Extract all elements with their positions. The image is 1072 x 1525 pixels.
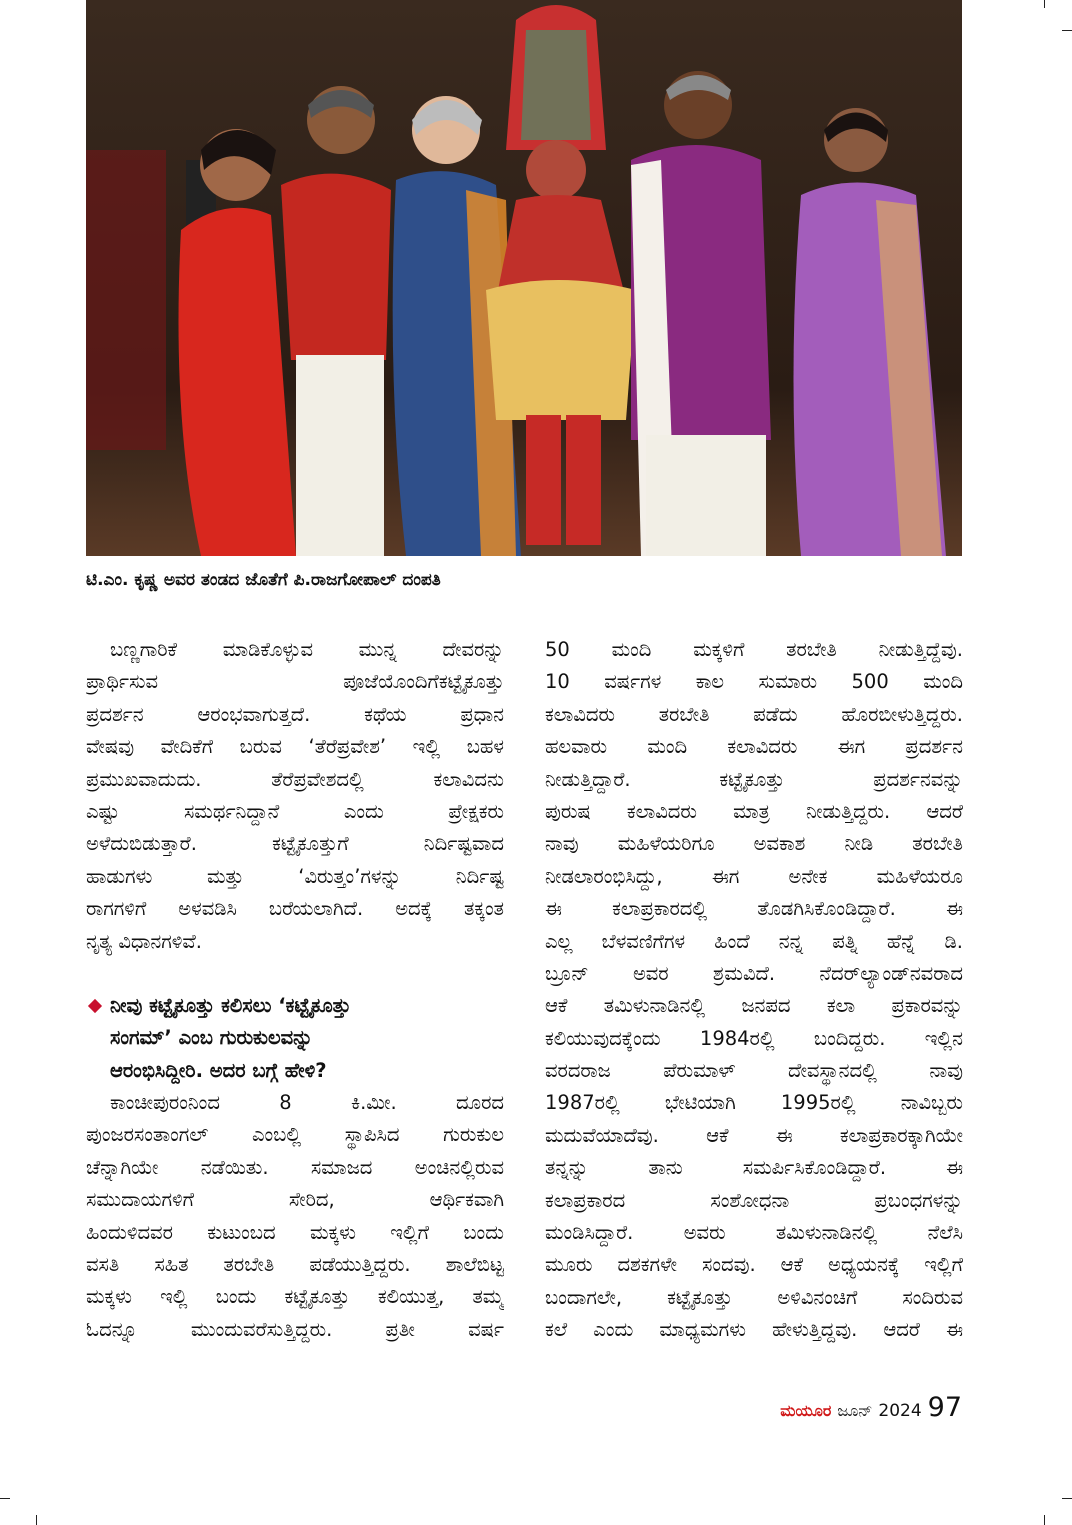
- text-line: ಪ್ರಮುಖವಾದುದು. ತೆರೆಪ್ರವೇಶದಲ್ಲಿ ಕಲಾವಿದನು: [86, 767, 504, 791]
- text-line: ಅಳೆದುಬಿಡುತ್ತಾರೆ. ಕಟ್ಟೈಕೂತ್ತುಗೆ ನಿರ್ದಿಷ್ಟವಾದ: [86, 832, 504, 856]
- crop-mark: [1044, 0, 1045, 8]
- text-line: 50 ಮಂದಿ ಮಕ್ಕಳಿಗೆ ತರಬೇತಿ ನೀಡುತ್ತಿದ್ದೆವು.: [545, 638, 963, 661]
- text-line: ಹಾಡುಗಳು ಮತ್ತು ‘ವಿರುತ್ತಂ’ಗಳನ್ನು ನಿರ್ದಿಷ್ಟ: [86, 864, 504, 888]
- interview-question: [86, 990, 504, 1087]
- crop-mark: [1062, 30, 1072, 31]
- text-line: ಪುರುಷ ಕಲಾವಿದರು ಮಾತ್ರ ನೀಡುತ್ತಿದ್ದರು. ಆದರೆ: [545, 799, 963, 823]
- question-line: ಆರಂಭಿಸಿದ್ದೀರಿ. ಅದರ ಬಗ್ಗೆ ಹೇಳಿ?: [110, 1058, 327, 1082]
- text-line: ಚೆನ್ನಾಗಿಯೇ ನಡೆಯಿತು. ಸಮಾಜದ ಅಂಚಿನಲ್ಲಿರುವ: [86, 1155, 504, 1179]
- crop-mark: [36, 1515, 37, 1525]
- text-line: ಮಕ್ಕಳು ಇಲ್ಲಿ ಬಂದು ಕಟ್ಟೈಕೂತ್ತು ಕಲಿಯುತ್ತ, ತಮ್ಮ: [86, 1285, 504, 1309]
- text-line: ಬಣ್ಣಗಾರಿಕೆ ಮಾಡಿಕೊಳ್ಳುವ ಮುನ್ನ ದೇವರನ್ನು: [110, 638, 504, 661]
- paragraph: [86, 634, 504, 958]
- text-line: 1987ರಲ್ಲಿ ಭೇಟಿಯಾಗಿ 1995ರಲ್ಲಿ ನಾವಿಬ್ಬರು: [545, 1091, 963, 1115]
- diamond-bullet-icon: [88, 999, 102, 1013]
- issue-year: 2024: [878, 1401, 922, 1421]
- crop-mark: [0, 1498, 10, 1499]
- page-number: 97: [927, 1392, 962, 1423]
- text-line: ನೀಡಲಾರಂಭಿಸಿದ್ದು, ಈಗ ಅನೇಕ ಮಹಿಳೆಯರೂ: [545, 864, 963, 888]
- group-photo: [86, 0, 962, 556]
- text-line: ಸಮುದಾಯಗಳಿಗೆ ಸೇರಿದ, ಆರ್ಥಿಕವಾಗಿ: [86, 1188, 504, 1212]
- page-footer: [780, 1392, 962, 1423]
- text-line: ಎಲ್ಲ ಬೆಳವಣಿಗೆಗಳ ಹಿಂದೆ ನನ್ನ ಪತ್ನಿ ಹೆನ್ನೆ ಡಿ.: [545, 929, 963, 953]
- text-line: ನೀಡುತ್ತಿದ್ದಾರೆ. ಕಟ್ಟೈಕೂತ್ತು ಪ್ರದರ್ಶನವನ್ನು: [545, 767, 963, 791]
- text-line: ನಾವು ಮಹಿಳೆಯರಿಗೂ ಅವಕಾಶ ನೀಡಿ ತರಬೇತಿ: [545, 832, 963, 856]
- text-line: ಈ ಕಲಾಪ್ರಕಾರದಲ್ಲಿ ತೊಡಗಿಸಿಕೊಂಡಿದ್ದಾರೆ. ಈ: [545, 897, 963, 921]
- text-line: ಕಾಂಚೀಪುರಂನಿಂದ 8 ಕಿ.ಮೀ. ದೂರದ: [110, 1091, 504, 1115]
- issue-month: ಜೂನ್: [837, 1401, 873, 1420]
- group-photo-illustration: [86, 0, 962, 556]
- left-column: [86, 634, 504, 1346]
- right-column: [545, 634, 963, 1347]
- text-line: ಮದುವೆಯಾದೆವು. ಆಕೆ ಈ ಕಲಾಪ್ರಕಾರಕ್ಕಾಗಿಯೇ: [545, 1123, 963, 1147]
- text-line: ಕಲಿಯುವುದಕ್ಕೆಂದು 1984ರಲ್ಲಿ ಬಂದಿದ್ದರು. ಇಲ್ಲಿನ: [545, 1026, 963, 1050]
- photo-caption: ಟಿ.ಎಂ. ಕೃಷ್ಣ ಅವರ ತಂಡದ ಜೊತೆಗೆ ಪಿ.ರಾಜಗೋಪಾಲ್ ದಂಪತಿ: [86, 570, 441, 590]
- text-line: ಹಿಂದುಳಿದವರ ಕುಟುಂಬದ ಮಕ್ಕಳು ಇಲ್ಲಿಗೆ ಬಂದು: [86, 1220, 504, 1244]
- text-line: ಪ್ರದರ್ಶನ ಆರಂಭವಾಗುತ್ತದೆ. ಕಥೆಯ ಪ್ರಧಾನ: [86, 702, 504, 726]
- text-line: ವೇಷವು ವೇದಿಕೆಗೆ ಬರುವ ‘ತೆರೆಪ್ರವೇಶ’ ಇಲ್ಲಿ ಬಹಳ: [86, 735, 504, 759]
- text-line: ಆಕೆ ತಮಿಳುನಾಡಿನಲ್ಲಿ ಜನಪದ ಕಲಾ ಪ್ರಕಾರವನ್ನು: [545, 994, 963, 1018]
- text-line: ಹಲವಾರು ಮಂದಿ ಕಲಾವಿದರು ಈಗ ಪ್ರದರ್ಶನ: [545, 735, 963, 759]
- question-line: ನೀವು ಕಟ್ಟೈಕೂತ್ತು ಕಲಿಸಲು ‘ಕಟ್ಟೈಕೂತ್ತು: [110, 993, 351, 1017]
- text-line: ಎಷ್ಟು ಸಮರ್ಥನಿದ್ದಾನೆ ಎಂದು ಪ್ರೇಕ್ಷಕರು: [86, 799, 504, 823]
- crop-mark: [1062, 1498, 1072, 1499]
- text-line: ರಾಗಗಳಿಗೆ ಅಳವಡಿಸಿ ಬರೆಯಲಾಗಿದೆ. ಅದಕ್ಕೆ ತಕ್ಕಂತ: [86, 897, 504, 921]
- text-line: ಮಂಡಿಸಿದ್ದಾರೆ. ಅವರು ತಮಿಳುನಾಡಿನಲ್ಲಿ ನೆಲೆಸಿ: [545, 1221, 963, 1245]
- text-line: ಬಂದಾಗಲೇ, ಕಟ್ಟೈಕೂತ್ತು ಅಳಿವಿನಂಚಿಗೆ ಸಂದಿರುವ: [545, 1285, 963, 1309]
- text-line: ಮೂರು ದಶಕಗಳೇ ಸಂದವು. ಆಕೆ ಅಧ್ಯಯನಕ್ಕೆ ಇಲ್ಲಿಗೆ: [545, 1253, 963, 1277]
- text-line: ವಸತಿ ಸಹಿತ ತರಬೇತಿ ಪಡೆಯುತ್ತಿದ್ದರು. ಶಾಲೆಬಿಟ್ಟ: [86, 1253, 504, 1277]
- text-line: ವರದರಾಜ ಪೆರುಮಾಳ್ ದೇವಸ್ಥಾನದಲ್ಲಿ ನಾವು: [545, 1059, 963, 1083]
- text-line: ಪುಂಜರಸಂತಾಂಗಲ್ ಎಂಬಲ್ಲಿ ಸ್ಥಾಪಿಸಿದ ಗುರುಕುಲ: [86, 1123, 504, 1147]
- text-line: ಬ್ರೂನ್ ಅವರ ಶ್ರಮವಿದೆ. ನೆದರ್‌ಲ್ಯಾಂಡ್‌ನವರಾದ: [545, 961, 963, 985]
- text-line: ಕಲಾಪ್ರಕಾರದ ಸಂಶೋಧನಾ ಪ್ರಬಂಧಗಳನ್ನು: [545, 1188, 963, 1212]
- text-line: ಓದನ್ನೂ ಮುಂದುವರೆಸುತ್ತಿದ್ದರು. ಪ್ರತೀ ವರ್ಷ: [86, 1317, 504, 1341]
- crop-mark: [1044, 1515, 1045, 1525]
- text-line: ಪ್ರಾರ್ಥಿಸುವ ಪೂಜೆಯೊಂದಿಗೆಕಟ್ಟೈಕೂತ್ತು: [86, 670, 504, 694]
- text-line: 10 ವರ್ಷಗಳ ಕಾಲ ಸುಮಾರು 500 ಮಂದಿ: [545, 670, 963, 694]
- paragraph: [86, 1087, 504, 1346]
- question-line: ಸಂಗಮ್’ ಎಂಬ ಗುರುಕುಲವನ್ನು: [110, 1026, 313, 1050]
- text-line: ತನ್ನನ್ನು ತಾನು ಸಮರ್ಪಿಸಿಕೊಂಡಿದ್ದಾರೆ. ಈ: [545, 1156, 963, 1180]
- text-line: ನೃತ್ಯ ವಿಧಾನಗಳಿವೆ.: [86, 929, 202, 953]
- text-line: ಕಲೆ ಎಂದು ಮಾಧ್ಯಮಗಳು ಹೇಳುತ್ತಿದ್ದವು. ಆದರೆ ಈ: [545, 1318, 963, 1342]
- text-line: ಕಲಾವಿದರು ತರಬೇತಿ ಪಡೆದು ಹೊರಬೀಳುತ್ತಿದ್ದರು.: [545, 702, 963, 726]
- magazine-logo: ಮಯೂರ: [780, 1401, 832, 1420]
